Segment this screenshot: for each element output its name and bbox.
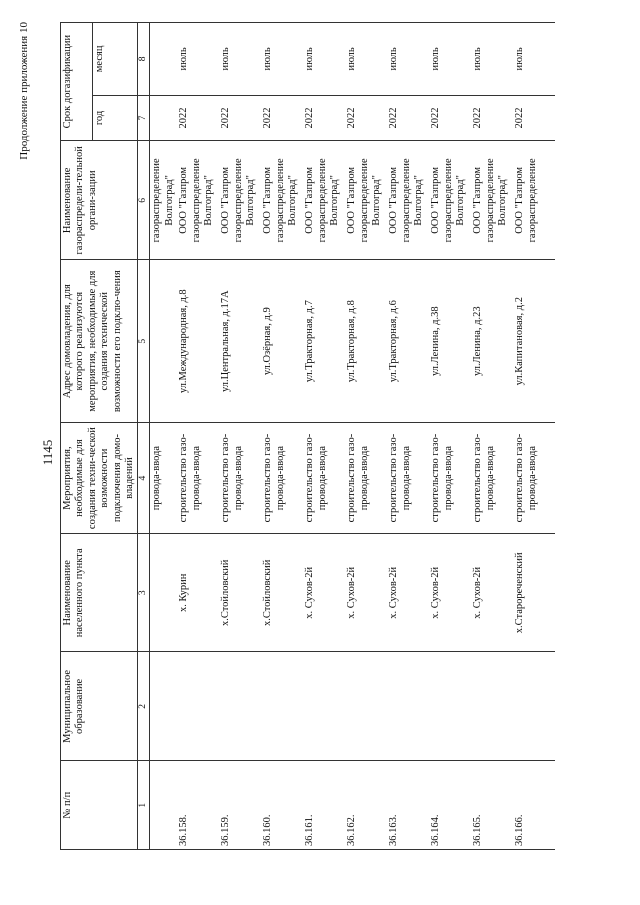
cell-activity: строительство газо-провода-ввода bbox=[303, 422, 345, 533]
appendix-note: Продолжение приложения 10 bbox=[18, 22, 30, 160]
cell-gdo: газораспределение Волгоград" bbox=[150, 141, 177, 260]
cell-year: 2022 bbox=[471, 95, 513, 140]
cell-settlement: х. Сухов-2й bbox=[303, 534, 345, 652]
cell-year: 2022 bbox=[387, 95, 429, 140]
cell-empty bbox=[150, 652, 177, 761]
cell-month: июль bbox=[219, 23, 261, 96]
col-header-address: Адрес домовладения, для которого реализуются мероприятия, необходимые для создания технической возможности его подклю-чения bbox=[61, 260, 138, 422]
col-header-settlement: Наименование населенного пункта bbox=[61, 534, 138, 652]
cell-settlement: х.Стойловский bbox=[219, 534, 261, 652]
cell-num: 36.164. bbox=[429, 761, 471, 850]
cell-num: 36.162. bbox=[345, 761, 387, 850]
cell-month: июль bbox=[345, 23, 387, 96]
cell-activity: строительство газо-провода-ввода bbox=[345, 422, 387, 533]
col-number: 7 bbox=[138, 95, 150, 140]
cell-month: июль bbox=[303, 23, 345, 96]
cell-empty bbox=[150, 761, 177, 850]
cell-gdo: ООО "Газпром газораспределение Волгоград" bbox=[261, 141, 303, 260]
col-header-deadline: Срок догазификации bbox=[61, 23, 93, 141]
cell-activity: строительство газо-провода-ввода bbox=[219, 422, 261, 533]
cell-gdo: ООО "Газпром газораспределение Волгоград" bbox=[303, 141, 345, 260]
gasification-table bbox=[60, 22, 555, 850]
cell-settlement: х. Курин bbox=[177, 534, 219, 652]
cell-num: 36.166. bbox=[513, 761, 555, 850]
col-number: 8 bbox=[138, 23, 150, 96]
col-number: 6 bbox=[138, 141, 150, 260]
table-row bbox=[177, 23, 219, 850]
table-row bbox=[429, 23, 471, 850]
table-row bbox=[387, 23, 429, 850]
col-number: 4 bbox=[138, 422, 150, 533]
cell-year: 2022 bbox=[177, 95, 219, 140]
cell-year: 2022 bbox=[219, 95, 261, 140]
cell-num: 36.160. bbox=[261, 761, 303, 850]
cell-municipality bbox=[471, 652, 513, 761]
cell-address: ул.Капитановая, д.2 bbox=[513, 260, 555, 422]
cell-empty bbox=[150, 95, 177, 140]
cell-month: июль bbox=[177, 23, 219, 96]
cell-address: ул.Тракторная, д.6 bbox=[387, 260, 429, 422]
table-row bbox=[261, 23, 303, 850]
cell-num: 36.159. bbox=[219, 761, 261, 850]
cell-municipality bbox=[219, 652, 261, 761]
cell-num: 36.158. bbox=[177, 761, 219, 850]
cell-gdo: ООО "Газпром газораспределение bbox=[513, 141, 555, 260]
cell-settlement: х. Сухов-2й bbox=[387, 534, 429, 652]
table-row bbox=[471, 23, 513, 850]
cell-municipality bbox=[177, 652, 219, 761]
col-number: 5 bbox=[138, 260, 150, 422]
page-number: 1145 bbox=[40, 439, 55, 466]
cell-settlement: х.Старореченский bbox=[513, 534, 555, 652]
cell-month: июль bbox=[471, 23, 513, 96]
cell-municipality bbox=[513, 652, 555, 761]
table-row bbox=[303, 23, 345, 850]
cell-gdo: ООО "Газпром газораспределение Волгоград" bbox=[471, 141, 513, 260]
col-header-year: год bbox=[93, 95, 138, 140]
cell-num: 36.163. bbox=[387, 761, 429, 850]
col-number: 3 bbox=[138, 534, 150, 652]
cell-address: ул.Озёрная, д.9 bbox=[261, 260, 303, 422]
cell-activity: провода-ввода bbox=[150, 422, 177, 533]
cell-municipality bbox=[345, 652, 387, 761]
carryover-row bbox=[150, 23, 177, 850]
cell-num: 36.165. bbox=[471, 761, 513, 850]
cell-month: июль bbox=[513, 23, 555, 96]
cell-activity: строительство газо-провода-ввода bbox=[261, 422, 303, 533]
cell-gdo: ООО "Газпром газораспределение Волгоград" bbox=[219, 141, 261, 260]
cell-activity: строительство газо-провода-ввода bbox=[513, 422, 555, 533]
cell-empty bbox=[150, 534, 177, 652]
col-number: 2 bbox=[138, 652, 150, 761]
cell-settlement: х. Сухов-2й bbox=[429, 534, 471, 652]
cell-settlement: х. Сухов-2й bbox=[471, 534, 513, 652]
col-header-gdo: Наименование газораспредели-тельной органи-зации bbox=[61, 141, 138, 260]
cell-month: июль bbox=[387, 23, 429, 96]
cell-month: июль bbox=[429, 23, 471, 96]
cell-year: 2022 bbox=[513, 95, 555, 140]
cell-activity: строительство газо-провода-ввода bbox=[471, 422, 513, 533]
table-header bbox=[61, 23, 150, 850]
cell-year: 2022 bbox=[303, 95, 345, 140]
cell-activity: строительство газо-провода-ввода bbox=[177, 422, 219, 533]
table-body bbox=[150, 23, 555, 850]
cell-gdo: ООО "Газпром газораспределение Волгоград" bbox=[345, 141, 387, 260]
cell-settlement: х.Стойловский bbox=[261, 534, 303, 652]
column-number-row bbox=[138, 23, 150, 850]
cell-month: июль bbox=[261, 23, 303, 96]
col-header-num: № п/п bbox=[61, 761, 138, 850]
cell-address: ул.Тракторная, д.7 bbox=[303, 260, 345, 422]
cell-gdo: ООО "Газпром газораспределение Волгоград" bbox=[387, 141, 429, 260]
col-header-municipality: Муниципальное образование bbox=[61, 652, 138, 761]
table-row bbox=[513, 23, 555, 850]
cell-year: 2022 bbox=[345, 95, 387, 140]
table-row bbox=[219, 23, 261, 850]
cell-gdo: ООО "Газпром газораспределение Волгоград" bbox=[177, 141, 219, 260]
cell-empty bbox=[150, 23, 177, 96]
cell-num: 36.161. bbox=[303, 761, 345, 850]
cell-address: ул.Международная, д.8 bbox=[177, 260, 219, 422]
cell-address: ул.Ленина, д.23 bbox=[471, 260, 513, 422]
col-header-activities: Мероприятия, необходимые для создания техни-ческой возможности подключения домо-владений bbox=[61, 422, 138, 533]
cell-gdo: ООО "Газпром газораспределение Волгоград" bbox=[429, 141, 471, 260]
cell-year: 2022 bbox=[261, 95, 303, 140]
cell-activity: строительство газо-провода-ввода bbox=[387, 422, 429, 533]
col-number: 1 bbox=[138, 761, 150, 850]
cell-year: 2022 bbox=[429, 95, 471, 140]
cell-address: ул.Ленина, д.38 bbox=[429, 260, 471, 422]
cell-address: ул.Тракторная, д.8 bbox=[345, 260, 387, 422]
cell-empty bbox=[150, 260, 177, 422]
cell-municipality bbox=[429, 652, 471, 761]
col-header-month: месяц bbox=[93, 23, 138, 96]
cell-settlement: х. Сухов-2й bbox=[345, 534, 387, 652]
cell-municipality bbox=[387, 652, 429, 761]
cell-address: ул.Центральная, д.17А bbox=[219, 260, 261, 422]
table-row bbox=[345, 23, 387, 850]
cell-activity: строительство газо-провода-ввода bbox=[429, 422, 471, 533]
cell-municipality bbox=[261, 652, 303, 761]
cell-municipality bbox=[303, 652, 345, 761]
